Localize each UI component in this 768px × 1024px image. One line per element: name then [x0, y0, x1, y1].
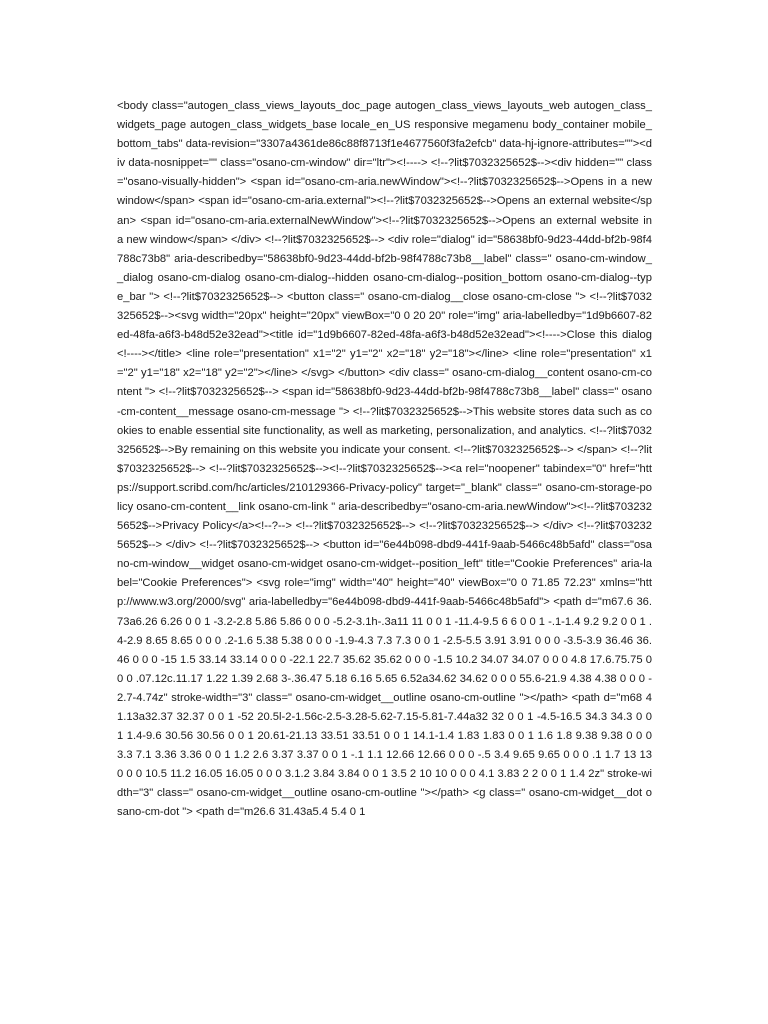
document-body-text: <body class="autogen_class_views_layouts_doc_page autogen_class_views_layouts_web autogen_class_widgets_page autogen_class_widgets_base locale_en_US responsive megamenu body_container mobile_bottom_tabs" data-revision="3307a4361de86c88f8713f1e4677560f3fa2efcb" data-hj-ignore-attributes=""><div data-nosnippet="" class="osano-cm-window" dir="ltr"><!----> <!--?lit$7032325652$--><div hidden="" class="osano-visually-hidden"> <span id="osano-cm-aria.newWindow"><!--?lit$7032325652$-->Opens in a new window</span> <span id="osano-cm-aria.external"><!--?lit$7032325652$-->Opens an external website</span> <span id="osano-cm-aria.externalNewWindow"><!--?lit$7032325652$-->Opens an external website in a new window</span> </div> <!--?lit$7032325652$--> <div role="dialog" id="58638bf0-9d23-44dd-bf2b-98f4788c73b8" aria-describedby="58638bf0-9d23-44dd-bf2b-98f4788c73b8__label" class=" osano-cm-window__dialog osano-cm-dialog osano-cm-dialog--hidden osano-cm-dialog--position_bottom osano-cm-dialog--type_bar "> <!--?lit$7032325652$--> <button class=" osano-cm-dialog__close osano-cm-close "> <!--?lit$7032325652$--><svg width="20px" height="20px" viewBox="0 0 20 20" role="img" aria-labelledby="1d9b6607-82ed-48fa-a6f3-b48d52e32ead"><title id="1d9b6607-82ed-48fa-a6f3-b48d52e32ead"><!---->Close this dialog<!----></title> <line role="presentation" x1="2" y1="2" x2="18" y2="18"></line> <line role="presentation" x1="2" y1="18" x2="18" y2="2"></line> </svg> </button> <div class=" osano-cm-dialog__content osano-cm-content "> <!--?lit$7032325652$--> <span id="58638bf0-9d23-44dd-bf2b-98f4788c73b8__label" class=" osano-cm-content__message osano-cm-message "> <!--?lit$7032325652$-->This website stores data such as cookies to enable essential site functionality, as well as marketing, personalization, and analytics. <!--?lit$7032325652$-->By remaining on this website you indicate your consent. <!--?lit$7032325652$--> </span> <!--?lit$7032325652$--> <!--?lit$7032325652$--><!--?lit$7032325652$--><a rel="noopener" tabindex="0" href="https://support.scribd.com/hc/articles/210129366-Privacy-policy" target="_blank" class=" osano-cm-storage-policy osano-cm-content__link osano-cm-link " aria-describedby="osano-cm-aria.newWindow"><!--?lit$7032325652$-->Privacy Policy</a><!--?--> <!--?lit$7032325652$--> <!--?lit$7032325652$--> </div> <!--?lit$7032325652$--> </div> <!--?lit$7032325652$--> <button id="6e44b098-dbd9-441f-9aab-5466c48b5afd" class="osano-cm-window__widget osano-cm-widget osano-cm-widget--position_left" title="Cookie Preferences" aria-label="Cookie Preferences"> <svg role="img" width="40" height="40" viewBox="0 0 71.85 72.23" xmlns="http://www.w3.org/2000/svg" aria-labelledby="6e44b098-dbd9-441f-9aab-5466c48b5afd"> <path d="m67.6 36.73a6.26 6.26 0 0 1 -3.2-2.8 5.86 5.86 0 0 0 -5.2-3.1h-.3a11 11 0 0 1 -11.4-9.5 6 6 0 0 1 -.1-1.4 9.2 9.2 0 0 1 .4-2.9 8.65 8.65 0 0 0 .2-1.6 5.38 5.38 0 0 0 -1.9-4.3 7.3 7.3 0 0 1 -2.5-5.5 3.91 3.91 0 0 0 -3.5-3.9 36.46 36.46 0 0 0 -15 1.5 33.14 33.14 0 0 0 -22.1 22.7 35.62 35.62 0 0 0 -1.5 10.2 34.07 34.07 0 0 0 4.8 17.6.75.75 0 0 0 .07.12c.11.17 1.22 1.39 2.68 3-.36.47 5.18 6.16 5.65 6.52a34.62 34.62 0 0 0 55.6-21.9 4.38 4.38 0 0 0 -2.7-4.74z" stroke-width="3" class=" osano-cm-widget__outline osano-cm-outline "></path> <path d="m68 41.13a32.37 32.37 0 0 1 -52 20.5l-2-1.56c-2.5-3.28-5.62-7.15-5.81-7.44a32 32 0 0 1 -4.5-16.5 34.3 34.3 0 0 1 1.4-9.6 30.56 30.56 0 0 1 20.61-21.13 33.51 33.51 0 0 1 14.1-1.4 1.83 1.83 0 0 1 1.6 1.8 9.38 9.38 0 0 0 3.3 7.1 3.36 3.36 0 0 1 1.2 2.6 3.37 3.37 0 0 1 -.1 1.1 12.66 12.66 0 0 0 -.5 3.4 9.65 9.65 0 0 0 .1 1.7 13 13 0 0 0 10.5 11.2 16.05 16.05 0 0 0 3.1.2 3.84 3.84 0 0 1 3.5 2 10 10 0 0 0 4.1 3.83 2 2 0 0 1 1.4 2z" stroke-width="3" class=" osano-cm-widget__outline osano-cm-outline "></path> <g class=" osano-cm-widget__dot osano-cm-dot "> <path d="m26.6 31.43a5.4 5.4 0 1	[117, 100, 652, 819]
document-page	[117, 97, 652, 823]
